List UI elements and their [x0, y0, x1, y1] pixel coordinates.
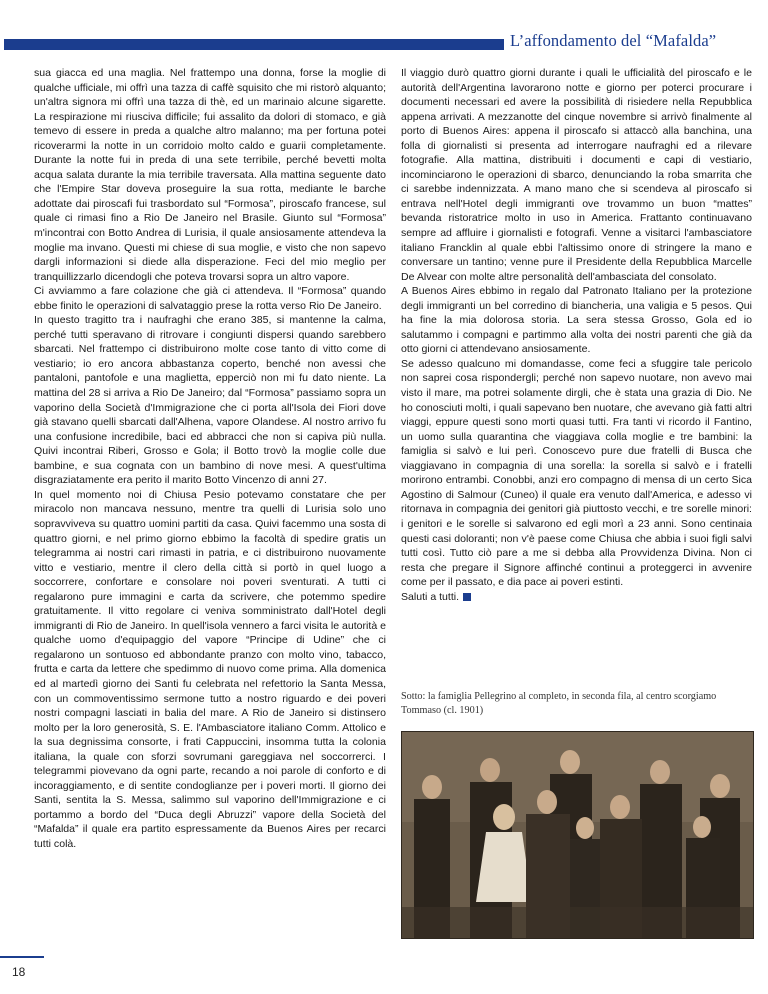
- family-photo: [401, 731, 754, 939]
- paragraph: Il viaggio durò quattro giorni durante i quali le ufficialità del piroscafo e le autorità dell'Argentina lavorarono notte e giorno per poterci procurare i documenti necessari ed avere la possibilità di risiedere nella Repubblica appena arrivati. A mezzanotte del cinque novembre si arrivò finalmente al porto di Buenos Aires: appena il piroscafo si attaccò alla banchina, una folla di giornalisti si presenta ad interrogare naufraghi ed a rilevare fotografie. Alla mattina, distribuiti i documenti e capi di vestiario, incominciarono le operazioni di sbarco, denunciando la roba smarrita che ci sarebbe indennizzata. A mano mano che si scendeva al piroscafo si entrava nell'Hotel degli immigranti ove trovammo un buon “mattes” bevanda ristoratrice molto in uso in America. Frattanto continuavano sempre ad affluire i giornalisti e fotografi. Venne a visitarci l'ambasciatore italiano Francklin al quale ebbi l'altissimo onore di stringere la mano e conversare un tantino; venne pure il Presidente della Repubblica Marcelle De Alvear con molte altre personalità dell'ambasciata del consolato.: [401, 67, 752, 283]
- paragraph: Ci avviammo a fare colazione che già ci attendeva. Il “Formosa” quando ebbe finito le operazioni di salvataggio prese la rotta verso Rio De Janeiro.: [34, 285, 386, 312]
- paragraph: In quel momento noi di Chiusa Pesio potevamo constatare che per miracolo non mancava nessuno, mentre tra quelli di Lurisia solo uno sopravviveva su quattro uomini partiti da casa. Quivi facemmo una sosta di quattro giorni, e nel primo giorno ebbimo la facoltà di spedire gratis un telegramma ai nostri cari rimasti in patria, e ci distribuirono nuovamente vitto e vestiario, mentre il clero della città si portò in quel luogo a soccorrere, confortare e consolare noi poveri sventurati. A tutti ci regalarono pure immagini e carta da scrivere, che potemmo spedire gratuitamente. Il vitto regolare ci veniva somministrato dall'Hotel degli immigranti di Rio de Janeiro. In quell'isola vennero a farci visita le autorità e qualche uomo d'equipaggio del vapore “Principe di Udine” che ci regalarono un sontuoso ed abbondante pranzo con molto vino, tabacco, frutta e carta da lettere che spedimmo di nuovo come prima. Alla domenica ed al martedì giorno dei Santi fu celebrata nel refettorio la Santa Messa, con un commoventissimo sermone tutto a nostro riguardo e dei poveri nostri compagni lasciati in balia del mare. A Rio de Janeiro si distinsero molto per la loro generosità, S. E. l'Ambasciatore italiano Comm. Attolico e la sua degnissima consorte, i frati Cappuccini, insomma tutta la colonia italiana, la quale con sforzi sovrumani gareggiava nel soccorrerci. I telegrammi piovevano da ogni parte, recando a noi parole di conforto e di incoraggiamento, e di sentite condoglianze per i poveri morti. Il giorno dei Santi, sentita la S. Messa, salimmo sul vaporino dell'Immigrazione e ci portammo a bordo del “Duca degli Abruzzi” vapore della Società del “Mafalda” il quale era partito espressamente da Buenos Aires per recarci tutti colà.: [34, 488, 386, 850]
- paragraph: In questo tragitto tra i naufraghi che erano 385, si mantenne la calma, perché tutti speravano di ritrovare i congiunti dispersi quando sarebbero sbarcati. Nel frattempo ci distribuirono molte cose tanto di vitto come di vestiario; io ero ancora abbastanza coperto, benché non avessi che pantaloni, pantofole e una maglietta, epperciò non mi fu dato niente. La mattina del 28 si arriva a Rio De Janeiro; dal “Formosa” passiamo sopra un vaporino della Società d'Immigrazione che ci porta all'Isola dei Fiori dove già stavano quelli sbarcati dall'Alhena, vapore Olandese. Al nostro arrivo fu una confusione incredibile, baci ed abbracci che non si capiva più nulla. Quivi incontrai Riberi, Grosso e Gola; il Botto trovò la moglie colle due bambine, e sua cognata con un bambino di nove mesi. A quest'ultima disgraziatamente era perito il marito Botto Vincenzo di anni 27.: [34, 314, 386, 487]
- photo-caption: Sotto: la famiglia Pellegrino al completo, in seconda fila, al centro scorgiamo Tommaso (cl. 1901): [401, 691, 717, 716]
- closing-line: [401, 590, 752, 605]
- paragraph: sua giacca ed una maglia. Nel frattempo una donna, forse la moglie di qualche ufficiale, mi offrì una tazza di caffè squisito che mi ristorò alquanto; un'altra signora mi offrì una tazza di thè, ed un marinaio alcune sigarette. La respirazione mi riusciva difficile; fui assalito da dolori di stomaco, e già temevo di essere in preda a qualche altro malanno; ma per fortuna potei ricoverarmi la notte in un corridoio molto caldo e guarii completamente. Durante la notte fui in preda di una sete terribile, perché bevetti molta acqua salata durante la mia terribile traversata. Alla mattina seguente dato che l'Empire Star doveva proseguire la sua rotta, mediante le barche adottate dai piroscafi fui trasbordato sul “Formosa”, piroscafo francese, sul quale ci rimasi fino a Rio De Janeiro nel Brasile. Giunto sul “Formosa” m'incontrai con Botto Andrea di Lurisia, il quale ansiosamente attendeva la moglie ma invano. Questi mi chiese di sua moglie, e visto che non sapevo dargli informazioni si diede alla disperazione. Feci del mio meglio per tranquillizzarlo dicendogli che poteva trovarsi sopra un altro vapore.: [34, 67, 386, 283]
- right-column: [401, 66, 752, 604]
- family-photo-illustration: [402, 732, 753, 938]
- page-number-text: 18: [12, 965, 26, 979]
- page-number: [0, 959, 40, 989]
- closing-text: Saluti a tutti.: [401, 590, 460, 603]
- page-number-rule: [0, 956, 44, 958]
- running-title: L’affondamento del “Mafalda”: [510, 31, 717, 50]
- paragraph: A Buenos Aires ebbimo in regalo dal Patronato Italiano per la protezione degli immigranti un bel corredino di biancheria, una valigia e 5 pesos. Qui ha fine la mia dolorosa storia. La sera stessa Grosso, Gola ed io salutammo i compagni e partimmo alla volta dei nostri parenti che già da otto giorni ci attendevano ansiosamente.: [401, 285, 752, 356]
- header-accent-bar: [4, 39, 504, 50]
- left-column: [34, 66, 386, 946]
- paragraph: Se adesso qualcuno mi domandasse, come feci a sfuggire tale pericolo non saprei cosa rispondergli; perché non sapevo nuotare, non avevo mai visto il mare, ma potrei solamente dirgli, che è stata una grazia di Dio. Ne ho conosciuti molti, i quali sapevano ben nuotare, che avevano già fatti altri viaggi, eppure questi sono morti quasi tutti. Fra tanti vi ricordo il Fantino, un uomo sulla quarantina che viaggiava colla moglie e tre bambini: la famiglia si salvò e lui perì. Conoscevo pure due fratelli di Busca che viaggiavano in compagnia di una sorella: la sorella si salvò e i fratelli morirono entrambi. Conobbi, anzi ero compagno di mensa di un certo Sica Agostino di Salmour (Cuneo) il quale era venuto dall'America, e adesso vi ritornava in compagnia dei genitori già piuttosto vecchi, e tre sorelle minori: i genitori e le sorelle si salvarono ed egli morì a 23 anni. Sono centinaia questi casi doloranti; non v'è paese come Chiusa che abbia i suoi figli salvi tutti così. Tutto ciò pare a me si debba alla Provvidenza Divina. Non ci resta che pregare il Signore affinché continui a proteggerci in avvenire come per il passato, e dia pace ai poveri estinti.: [401, 357, 752, 589]
- end-mark-icon: [463, 593, 471, 601]
